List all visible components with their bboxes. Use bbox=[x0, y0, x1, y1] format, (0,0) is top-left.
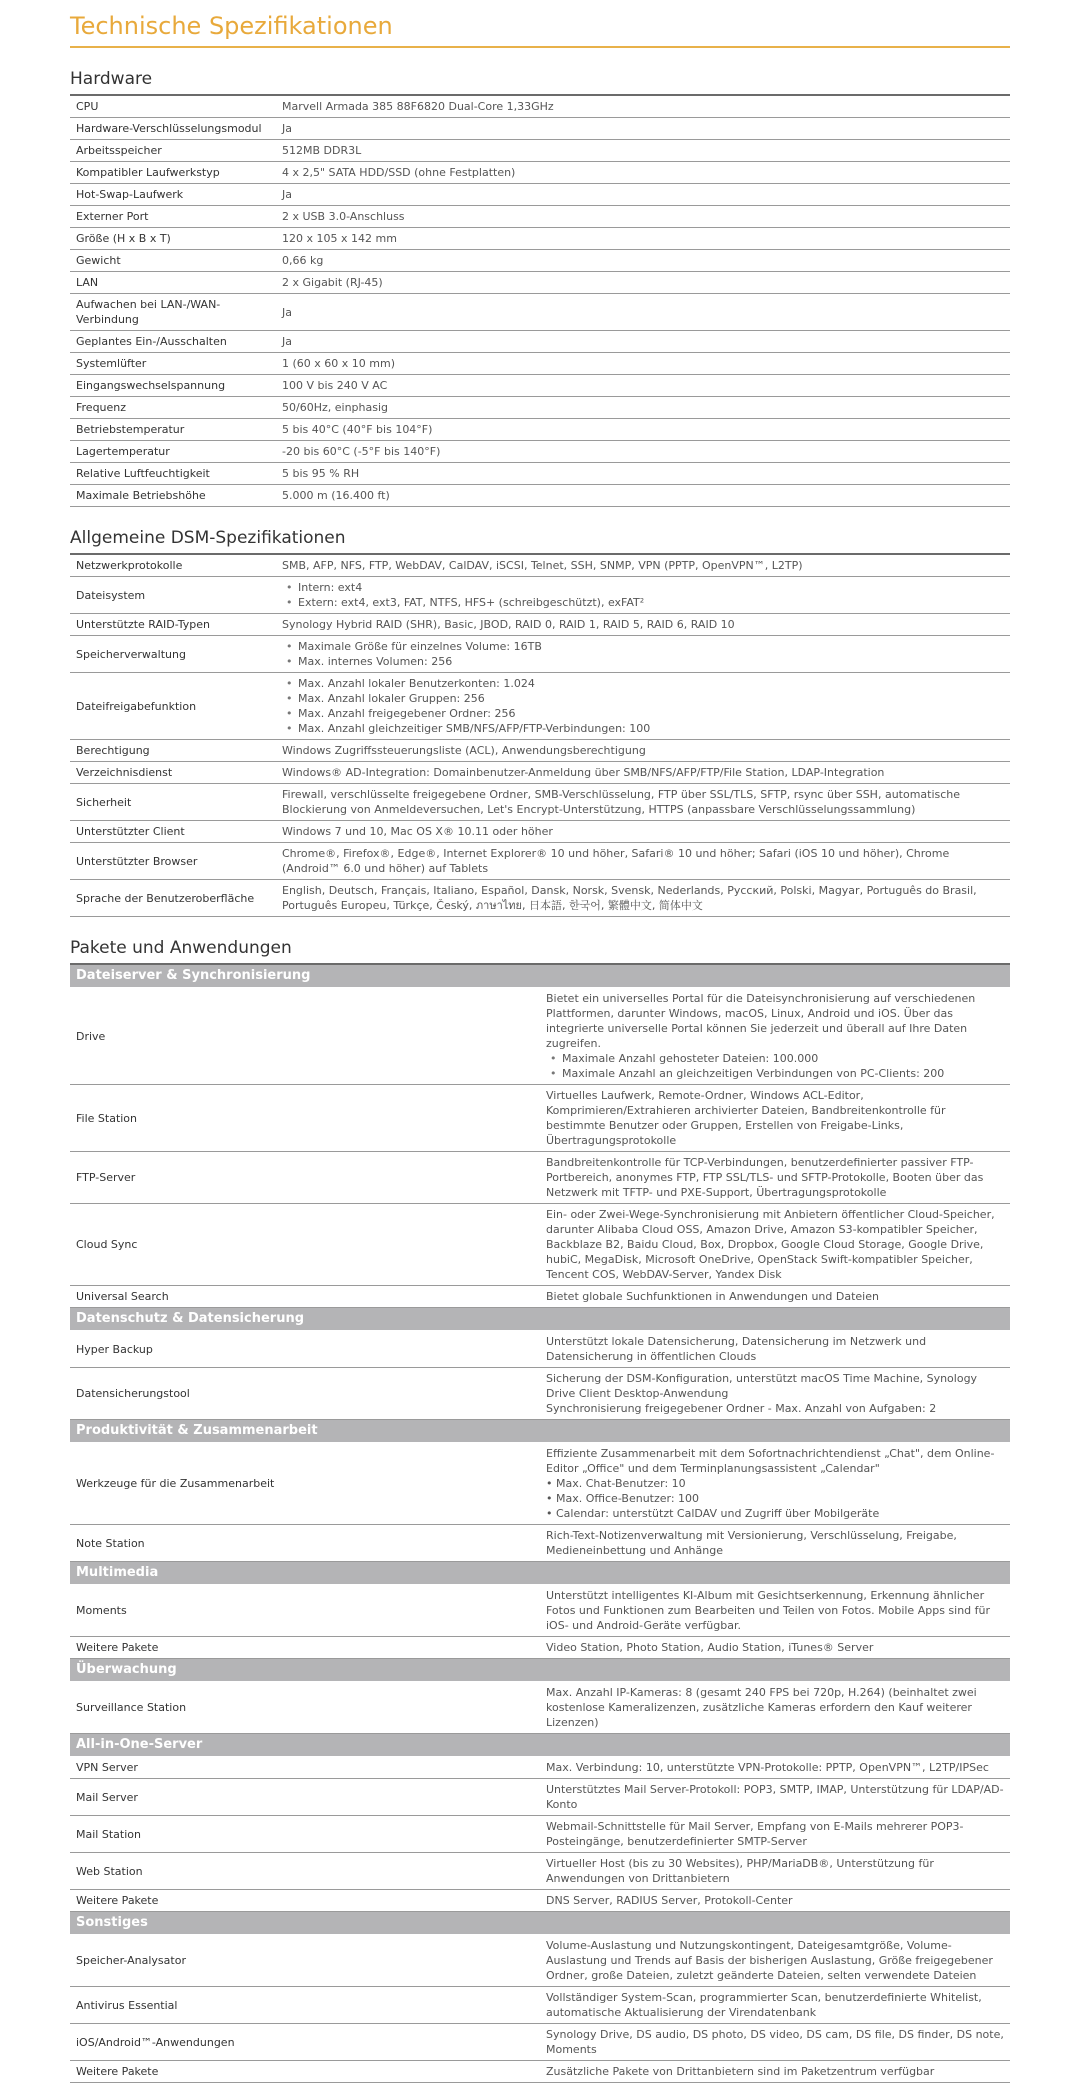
table-row bbox=[70, 140, 1010, 162]
category-label: All-in-One-Server bbox=[70, 1734, 1010, 1757]
spec-label: Hyper Backup bbox=[70, 1331, 540, 1368]
spec-value bbox=[540, 1286, 1010, 1308]
spec-label: Eingangswechselspannung bbox=[70, 375, 276, 397]
spec-value bbox=[276, 184, 1010, 206]
spec-label: Externer Port bbox=[70, 206, 276, 228]
table-row bbox=[70, 272, 1010, 294]
spec-value-text: Webmail-Schnittstelle für Mail Server, Empfang von E-Mails mehrerer POP3-Posteingänge, benutzerdefinierter SMTP-Server bbox=[546, 1820, 964, 1848]
spec-label: Hot-Swap-Laufwerk bbox=[70, 184, 276, 206]
spec-label: Geplantes Ein-/Ausschalten bbox=[70, 331, 276, 353]
spec-value bbox=[276, 294, 1010, 331]
bullet-item: • Extern: ext4, ext3, FAT, NTFS, HFS+ (schreibgeschützt), exFAT² bbox=[298, 595, 1004, 610]
spec-value bbox=[540, 1779, 1010, 1816]
spec-value-text: Unterstützt intelligentes KI-Album mit Gesichtserkennung, Erkennung ähnlicher Fotos und Funktionen zum Bearbeiten und Teilen von Fotos. Mobile Apps sind für iOS- und Android-Geräte verfügbar. bbox=[546, 1589, 991, 1632]
spec-label: Cloud Sync bbox=[70, 1204, 540, 1286]
category-row bbox=[70, 1659, 1010, 1682]
bullet-item: • Maximale Größe für einzelnes Volume: 16TB bbox=[298, 639, 1004, 654]
spec-label: Note Station bbox=[70, 1525, 540, 1562]
table-row bbox=[70, 1987, 1010, 2024]
page-title: Technische Spezifikationen bbox=[70, 10, 1010, 48]
table-row bbox=[70, 294, 1010, 331]
spec-value-text: 0,66 kg bbox=[282, 254, 324, 267]
table-row bbox=[70, 1682, 1010, 1734]
spec-label: Aufwachen bei LAN-/WAN-Verbindung bbox=[70, 294, 276, 331]
spec-label: Sicherheit bbox=[70, 784, 276, 821]
spec-label: Relative Luftfeuchtigkeit bbox=[70, 463, 276, 485]
spec-value-text: Marvell Armada 385 88F6820 Dual-Core 1,33GHz bbox=[282, 100, 554, 113]
bullet-item: • Intern: ext4 bbox=[298, 580, 1004, 595]
spec-value-text: Vollständiger System-Scan, programmierter Scan, benutzerdefinierte Whitelist, automatische Aktualisierung der Virendatenbank bbox=[546, 1991, 982, 2019]
bullet-item: • Maximale Anzahl an gleichzeitigen Verbindungen von PC-Clients: 200 bbox=[562, 1066, 1004, 1081]
spec-label: Drive bbox=[70, 988, 540, 1085]
spec-value bbox=[540, 2061, 1010, 2083]
spec-value-text: Windows® AD-Integration: Domainbenutzer-Anmeldung über SMB/NFS/AFP/FTP/File Station, LDAP-Integration bbox=[282, 766, 885, 779]
spec-value-text: Rich-Text-Notizenverwaltung mit Versionierung, Verschlüsselung, Freigabe, Medieneinbettung und Anhänge bbox=[546, 1529, 957, 1557]
spec-value-text: Max. Anzahl IP-Kameras: 8 (gesamt 240 FPS bei 720p, H.264) (beinhaltet zwei kostenlose Kameralizenzen, zusätzliche Kameras erfordern den Kauf weiterer Lizenzen) bbox=[546, 1686, 977, 1729]
spec-label: Hardware-Verschlüsselungsmodul bbox=[70, 118, 276, 140]
spec-value bbox=[540, 1853, 1010, 1890]
table-row bbox=[70, 375, 1010, 397]
spec-value-line: • Calendar: unterstützt CalDAV und Zugriff über Mobilgeräte bbox=[546, 1507, 880, 1520]
spec-label: Datensicherungstool bbox=[70, 1368, 540, 1420]
spec-label: iOS/Android™-Anwendungen bbox=[70, 2024, 540, 2061]
spec-value bbox=[276, 353, 1010, 375]
spec-value-text: Chrome®, Firefox®, Edge®, Internet Explorer® 10 und höher, Safari® 10 und höher; Safari (iOS 10 und höher), Chrome (Android™ 6.0 und höher) auf Tablets bbox=[282, 847, 950, 875]
spec-value bbox=[540, 1682, 1010, 1734]
spec-value-text: -20 bis 60°C (-5°F bis 140°F) bbox=[282, 445, 441, 458]
table-row bbox=[70, 1637, 1010, 1659]
spec-label: Moments bbox=[70, 1585, 540, 1637]
spec-value bbox=[276, 880, 1010, 917]
spec-value-text: Unterstütztes Mail Server-Protokoll: POP3, SMTP, IMAP, Unterstützung für LDAP/AD-Konto bbox=[546, 1783, 1004, 1811]
table-row bbox=[70, 1816, 1010, 1853]
spec-value-text: 120 x 105 x 142 mm bbox=[282, 232, 397, 245]
spec-value bbox=[540, 1331, 1010, 1368]
spec-value bbox=[540, 1585, 1010, 1637]
spec-label: Weitere Pakete bbox=[70, 1637, 540, 1659]
table-row bbox=[70, 95, 1010, 118]
table-row bbox=[70, 2024, 1010, 2061]
spec-value-text: 5.000 m (16.400 ft) bbox=[282, 489, 390, 502]
table-row bbox=[70, 1152, 1010, 1204]
table-row bbox=[70, 636, 1010, 673]
spec-value bbox=[276, 784, 1010, 821]
category-label: Überwachung bbox=[70, 1659, 1010, 1682]
spec-value-text: DNS Server, RADIUS Server, Protokoll-Center bbox=[546, 1894, 793, 1907]
spec-value-text: Bietet globale Suchfunktionen in Anwendungen und Dateien bbox=[546, 1290, 879, 1303]
spec-value bbox=[540, 2024, 1010, 2061]
spec-value-text: Virtueller Host (bis zu 30 Websites), PHP/MariaDB®, Unterstützung für Anwendungen von Drittanbietern bbox=[546, 1857, 934, 1885]
table-row bbox=[70, 1204, 1010, 1286]
table-row bbox=[70, 485, 1010, 507]
bullet-list bbox=[282, 676, 1004, 736]
spec-label: CPU bbox=[70, 95, 276, 118]
spec-value-text: SMB, AFP, NFS, FTP, WebDAV, CalDAV, iSCSI, Telnet, SSH, SNMP, VPN (PPTP, OpenVPN™, L2TP) bbox=[282, 559, 803, 572]
spec-value bbox=[276, 419, 1010, 441]
spec-label: Antivirus Essential bbox=[70, 1987, 540, 2024]
category-row bbox=[70, 1420, 1010, 1443]
spec-value bbox=[276, 228, 1010, 250]
spec-label: Werkzeuge für die Zusammenarbeit bbox=[70, 1443, 540, 1525]
spec-value bbox=[540, 1816, 1010, 1853]
spec-value bbox=[540, 1987, 1010, 2024]
spec-value-text: English, Deutsch, Français, Italiano, Español, Dansk, Norsk, Svensk, Nederlands, Русский, Polski, Magyar, Português do Brasil, Português Europeu, Türkçe, Český, ภาษาไทย, 日本語, 한국어, 繁體中文, 简体中文 bbox=[282, 884, 977, 912]
bullet-item: • Max. Anzahl lokaler Gruppen: 256 bbox=[298, 691, 1004, 706]
table-row bbox=[70, 988, 1010, 1085]
spec-value bbox=[276, 636, 1010, 673]
spec-value-line: • Max. Chat-Benutzer: 10 bbox=[546, 1477, 686, 1490]
table-row bbox=[70, 463, 1010, 485]
table-row bbox=[70, 1853, 1010, 1890]
spec-value-text: 4 x 2,5" SATA HDD/SSD (ohne Festplatten) bbox=[282, 166, 516, 179]
spec-value-text: Ja bbox=[282, 305, 292, 319]
category-row bbox=[70, 1912, 1010, 1935]
spec-value bbox=[276, 118, 1010, 140]
dsm-table bbox=[70, 553, 1010, 917]
spec-value-text: 100 V bis 240 V AC bbox=[282, 379, 388, 392]
spec-value-text: 1 (60 x 60 x 10 mm) bbox=[282, 357, 396, 370]
spec-label: Gewicht bbox=[70, 250, 276, 272]
packages-heading: Pakete und Anwendungen bbox=[70, 938, 292, 958]
spec-value bbox=[540, 1085, 1010, 1152]
spec-value bbox=[276, 272, 1010, 294]
spec-label: Speicher-Analysator bbox=[70, 1935, 540, 1987]
spec-label: Mail Station bbox=[70, 1816, 540, 1853]
spec-value-text: Ein- oder Zwei-Wege-Synchronisierung mit Anbietern öffentlicher Cloud-Speicher, darunter Alibaba Cloud OSS, Amazon Drive, Amazon S3-kompatibler Speicher, Backblaze B2, Baidu Cloud, Box, Dropbox, Google Cloud Storage, Google Drive, hubiC, MegaDisk, Microsoft OneDrive, OpenStack Swift-kompatibler Speicher, Tencent COS, WebDAV-Server, Yandex Disk bbox=[546, 1208, 995, 1281]
table-row bbox=[70, 1890, 1010, 1912]
spec-value bbox=[276, 250, 1010, 272]
spec-value bbox=[276, 441, 1010, 463]
spec-value bbox=[540, 1368, 1010, 1420]
spec-label: Systemlüfter bbox=[70, 353, 276, 375]
table-row bbox=[70, 1085, 1010, 1152]
spec-value bbox=[276, 673, 1010, 740]
table-row bbox=[70, 1779, 1010, 1816]
spec-label: Surveillance Station bbox=[70, 1682, 540, 1734]
table-row bbox=[70, 228, 1010, 250]
spec-value-text: Firewall, verschlüsselte freigegebene Ordner, SMB-Verschlüsselung, FTP über SSL/TLS, SFTP, rsync über SSH, automatische Blockierung von Anmeldeversuchen, Let's Encrypt-Unterstützung, HTTPS (anpassbare Verschlüsselungssammlung) bbox=[282, 788, 961, 816]
table-row bbox=[70, 614, 1010, 636]
spec-label: Speicherverwaltung bbox=[70, 636, 276, 673]
table-row bbox=[70, 331, 1010, 353]
category-label: Produktivität & Zusammenarbeit bbox=[70, 1420, 1010, 1443]
spec-value-text: Bietet ein universelles Portal für die Dateisynchronisierung auf verschiedenen Plattformen, darunter Windows, macOS, Linux, Android und iOS. Über das integrierte universelle Portal können Sie jederzeit und überall auf Ihre Daten zugreifen. bbox=[546, 992, 976, 1050]
table-row bbox=[70, 880, 1010, 917]
table-row bbox=[70, 1286, 1010, 1308]
spec-value bbox=[276, 554, 1010, 577]
spec-value bbox=[276, 843, 1010, 880]
spec-label: Netzwerkprotokolle bbox=[70, 554, 276, 577]
table-row bbox=[70, 740, 1010, 762]
spec-label: Sprache der Benutzeroberfläche bbox=[70, 880, 276, 917]
spec-value-text: 5 bis 95 % RH bbox=[282, 467, 360, 480]
spec-value-line: Effiziente Zusammenarbeit mit dem Sofortnachrichtendienst „Chat", dem Online-Editor „Office" und dem Terminplanungsassistent „Calendar" bbox=[546, 1447, 995, 1475]
spec-value bbox=[276, 95, 1010, 118]
spec-value-text: Synology Drive, DS audio, DS photo, DS video, DS cam, DS file, DS finder, DS note, Moments bbox=[546, 2028, 1004, 2056]
spec-value-text: Zusätzliche Pakete von Drittanbietern sind im Paketzentrum verfügbar bbox=[546, 2065, 935, 2078]
category-label: Sonstiges bbox=[70, 1912, 1010, 1935]
spec-label: Frequenz bbox=[70, 397, 276, 419]
spec-value-line: Sicherung der DSM-Konfiguration, unterstützt macOS Time Machine, Synology Drive Client Desktop-Anwendung bbox=[546, 1372, 978, 1400]
bullet-item: • Maximale Anzahl gehosteter Dateien: 100.000 bbox=[562, 1051, 1004, 1066]
spec-label: Web Station bbox=[70, 1853, 540, 1890]
spec-value bbox=[276, 614, 1010, 636]
table-row bbox=[70, 397, 1010, 419]
spec-value-text: Windows 7 und 10, Mac OS X® 10.11 oder höher bbox=[282, 825, 553, 838]
bullet-item: • Max. Anzahl lokaler Benutzerkonten: 1.024 bbox=[298, 676, 1004, 691]
spec-value-text: Ja bbox=[282, 335, 292, 348]
spec-label: Berechtigung bbox=[70, 740, 276, 762]
spec-value bbox=[276, 162, 1010, 184]
spec-label: Arbeitsspeicher bbox=[70, 140, 276, 162]
table-row bbox=[70, 784, 1010, 821]
spec-value bbox=[540, 1935, 1010, 1987]
spec-value bbox=[540, 988, 1010, 1085]
spec-value bbox=[540, 1443, 1010, 1525]
spec-value-text: Ja bbox=[282, 188, 292, 201]
table-row bbox=[70, 250, 1010, 272]
spec-value bbox=[540, 1204, 1010, 1286]
spec-label: Lagertemperatur bbox=[70, 441, 276, 463]
spec-value bbox=[276, 577, 1010, 614]
spec-label: Unterstützter Client bbox=[70, 821, 276, 843]
spec-value bbox=[276, 140, 1010, 162]
table-row bbox=[70, 762, 1010, 784]
category-label: Datenschutz & Datensicherung bbox=[70, 1308, 1010, 1331]
spec-label: Größe (H x B x T) bbox=[70, 228, 276, 250]
table-row bbox=[70, 184, 1010, 206]
spec-value bbox=[276, 206, 1010, 228]
spec-value-text: Max. Verbindung: 10, unterstützte VPN-Protokolle: PPTP, OpenVPN™, L2TP/IPSec bbox=[546, 1761, 989, 1774]
bullet-list bbox=[282, 639, 1004, 669]
category-row bbox=[70, 964, 1010, 988]
spec-value-text: Bandbreitenkontrolle für TCP-Verbindungen, benutzerdefinierter passiver FTP-Portbereich, anonymes FTP, FTP SSL/TLS- und SFTP-Protokolle, Booten über das Netzwerk mit TFTP- und PXE-Support, Übertragungsprotokolle bbox=[546, 1156, 984, 1199]
spec-value-text: 50/60Hz, einphasig bbox=[282, 401, 388, 414]
spec-value bbox=[276, 375, 1010, 397]
table-row bbox=[70, 118, 1010, 140]
table-row bbox=[70, 206, 1010, 228]
spec-label: Universal Search bbox=[70, 1286, 540, 1308]
hardware-table bbox=[70, 94, 1010, 507]
spec-label: Weitere Pakete bbox=[70, 2061, 540, 2083]
table-row bbox=[70, 1443, 1010, 1525]
spec-label: FTP-Server bbox=[70, 1152, 540, 1204]
spec-value-text: 2 x USB 3.0-Anschluss bbox=[282, 210, 405, 223]
spec-value bbox=[540, 1890, 1010, 1912]
bullet-item: • Max. Anzahl freigegebener Ordner: 256 bbox=[298, 706, 1004, 721]
table-row bbox=[70, 821, 1010, 843]
spec-value bbox=[276, 397, 1010, 419]
spec-label: Weitere Pakete bbox=[70, 1890, 540, 1912]
spec-value bbox=[276, 463, 1010, 485]
spec-label: Unterstützte RAID-Typen bbox=[70, 614, 276, 636]
spec-value-text: Windows Zugriffssteuerungsliste (ACL), Anwendungsberechtigung bbox=[282, 744, 646, 757]
table-row bbox=[70, 1585, 1010, 1637]
spec-value-line: • Max. Office-Benutzer: 100 bbox=[546, 1492, 700, 1505]
hardware-heading: Hardware bbox=[70, 69, 153, 89]
packages-section bbox=[70, 937, 1010, 2083]
spec-label: Kompatibler Laufwerkstyp bbox=[70, 162, 276, 184]
spec-value bbox=[540, 1757, 1010, 1779]
spec-label: Dateisystem bbox=[70, 577, 276, 614]
table-row bbox=[70, 419, 1010, 441]
spec-label: VPN Server bbox=[70, 1757, 540, 1779]
spec-value-text: 512MB DDR3L bbox=[282, 144, 362, 157]
spec-label: Dateifreigabefunktion bbox=[70, 673, 276, 740]
spec-value-text: Virtuelles Laufwerk, Remote-Ordner, Windows ACL-Editor, Komprimieren/Extrahieren archivierter Dateien, Bandbreitenkontrolle für bestimmte Benutzer oder Gruppen, Erstellen von Freigabe-Links, Übertragungsprotokolle bbox=[546, 1089, 946, 1147]
spec-value-line: Synchronisierung freigegebener Ordner - Max. Anzahl von Aufgaben: 2 bbox=[546, 1402, 937, 1415]
bullet-list bbox=[282, 580, 1004, 610]
spec-value-text: 5 bis 40°C (40°F bis 104°F) bbox=[282, 423, 433, 436]
table-row bbox=[70, 1757, 1010, 1779]
spec-value bbox=[276, 762, 1010, 784]
table-row bbox=[70, 577, 1010, 614]
packages-table bbox=[70, 963, 1010, 2083]
category-row bbox=[70, 1308, 1010, 1331]
spec-label: LAN bbox=[70, 272, 276, 294]
table-row bbox=[70, 162, 1010, 184]
dsm-heading: Allgemeine DSM-Spezifikationen bbox=[70, 528, 346, 548]
spec-value bbox=[276, 485, 1010, 507]
bullet-list bbox=[546, 1051, 1004, 1081]
spec-value bbox=[540, 1525, 1010, 1562]
category-label: Dateiserver & Synchronisierung bbox=[70, 964, 1010, 988]
table-row bbox=[70, 353, 1010, 375]
spec-value bbox=[276, 821, 1010, 843]
table-row bbox=[70, 1525, 1010, 1562]
spec-label: Maximale Betriebshöhe bbox=[70, 485, 276, 507]
spec-label: File Station bbox=[70, 1085, 540, 1152]
table-row bbox=[70, 441, 1010, 463]
table-row bbox=[70, 2061, 1010, 2083]
spec-value-text: Video Station, Photo Station, Audio Station, iTunes® Server bbox=[546, 1641, 874, 1654]
spec-value bbox=[540, 1152, 1010, 1204]
spec-label: Unterstützter Browser bbox=[70, 843, 276, 880]
spec-value-text: Ja bbox=[282, 122, 292, 135]
dsm-section bbox=[70, 527, 1010, 917]
table-row bbox=[70, 554, 1010, 577]
spec-value-text: Volume-Auslastung und Nutzungskontingent, Dateigesamtgröße, Volume-Auslastung und Trends auf Basis der bisherigen Auslastung, Größe freigegebener Ordner, große Dateien, zuletzt geänderte Dateien, selten verwendete Dateien bbox=[546, 1939, 993, 1982]
spec-value-text: Unterstützt lokale Datensicherung, Datensicherung im Netzwerk und Datensicherung in öffentlichen Clouds bbox=[546, 1335, 927, 1363]
spec-value-text: Synology Hybrid RAID (SHR), Basic, JBOD, RAID 0, RAID 1, RAID 5, RAID 6, RAID 10 bbox=[282, 618, 735, 631]
bullet-item: • Max. Anzahl gleichzeitiger SMB/NFS/AFP/FTP-Verbindungen: 100 bbox=[298, 721, 1004, 736]
spec-label: Verzeichnisdienst bbox=[70, 762, 276, 784]
spec-value bbox=[276, 740, 1010, 762]
category-row bbox=[70, 1734, 1010, 1757]
table-row bbox=[70, 1935, 1010, 1987]
category-label: Multimedia bbox=[70, 1562, 1010, 1585]
bullet-item: • Max. internes Volumen: 256 bbox=[298, 654, 1004, 669]
spec-label: Betriebstemperatur bbox=[70, 419, 276, 441]
spec-value-text: 2 x Gigabit (RJ-45) bbox=[282, 276, 383, 289]
spec-value bbox=[540, 1637, 1010, 1659]
table-row bbox=[70, 843, 1010, 880]
spec-value bbox=[276, 331, 1010, 353]
spec-label: Mail Server bbox=[70, 1779, 540, 1816]
table-row bbox=[70, 673, 1010, 740]
category-row bbox=[70, 1562, 1010, 1585]
table-row bbox=[70, 1368, 1010, 1420]
table-row bbox=[70, 1331, 1010, 1368]
hardware-section bbox=[70, 68, 1010, 507]
